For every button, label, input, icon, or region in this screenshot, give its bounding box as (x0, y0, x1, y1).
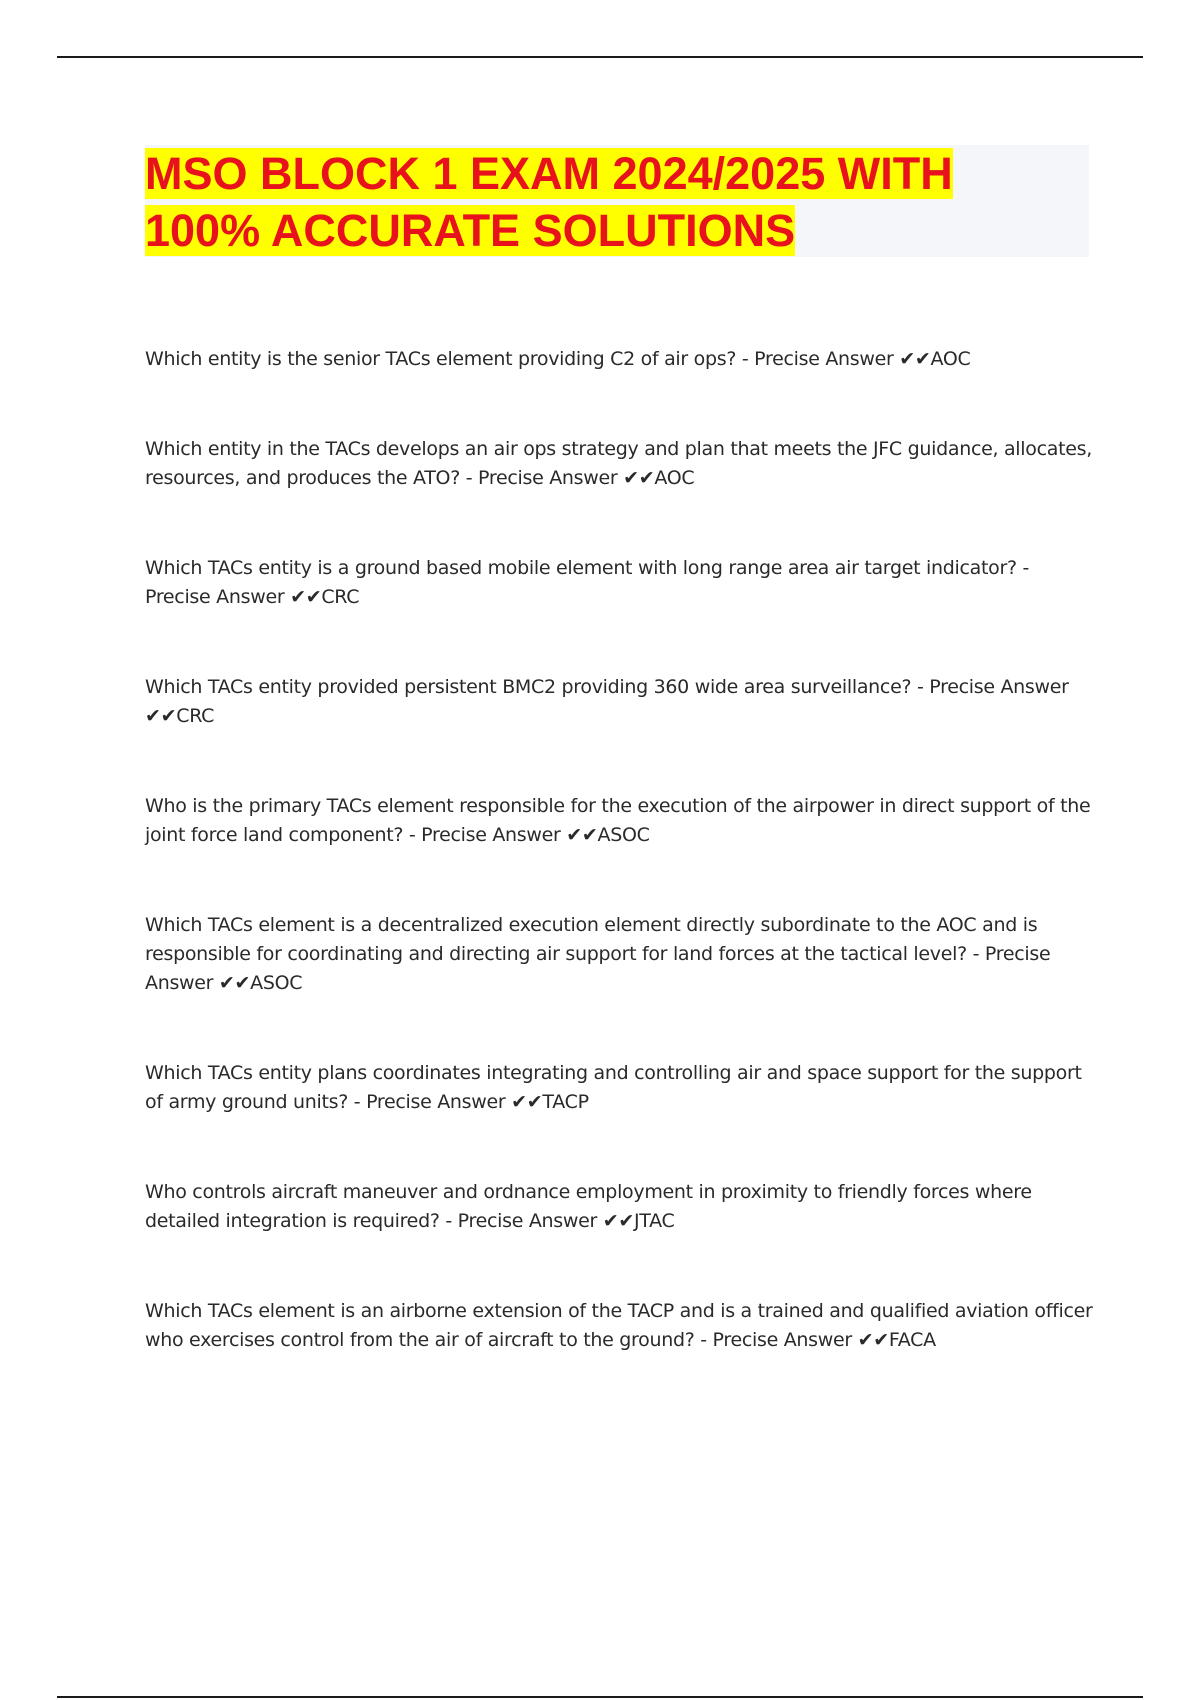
qa-item (145, 554, 1095, 612)
answer-text: ASOC (250, 972, 303, 994)
top-rule (57, 56, 1143, 58)
question-text: Which TACs entity provided persistent BMC2 providing 360 wide area surveillance? (145, 676, 912, 698)
qa-item (145, 1178, 1095, 1236)
answer-text: CRC (321, 586, 360, 608)
qa-item (145, 1297, 1095, 1355)
answer-separator: - Precise Answer (403, 824, 567, 846)
question-text: Which TACs entity is a ground based mobile element with long range area air target indicator? (145, 557, 1017, 579)
answer-text: AOC (930, 348, 971, 370)
answer-separator: - Precise Answer (911, 676, 1069, 698)
answer-text: FACA (888, 1329, 936, 1351)
qa-item (145, 345, 1095, 374)
checkmark-icon: ✔✔ (511, 1091, 543, 1113)
bottom-rule (57, 1696, 1143, 1698)
checkmark-icon: ✔✔ (290, 586, 322, 608)
question-text: Which entity is the senior TACs element providing C2 of air ops? (145, 348, 737, 370)
answer-separator: - Precise Answer (145, 557, 1030, 608)
checkmark-icon: ✔✔ (218, 972, 251, 994)
document-title (145, 145, 1089, 259)
answer-separator: - Precise Answer (736, 348, 900, 370)
question-text: Which TACs entity plans coordinates integrating and controlling air and space support for the support of army ground units? (145, 1062, 1082, 1113)
qa-item (145, 673, 1095, 731)
title-line-1: MSO BLOCK 1 EXAM 2024/2025 WITH (145, 148, 953, 199)
checkmark-icon: ✔✔ (899, 348, 931, 370)
question-text: Which entity in the TACs develops an air ops strategy and plan that meets the JFC guidance, allocates, resources, and produces the ATO? (145, 438, 1092, 489)
answer-separator: - Precise Answer (145, 943, 1051, 994)
qa-list (145, 345, 1095, 1355)
title-line-2: 100% ACCURATE SOLUTIONS (145, 205, 796, 256)
question-text: Which TACs element is an airborne extension of the TACP and is a trained and qualified aviation officer who exercises control from the air of aircraft to the ground? (145, 1300, 1093, 1351)
qa-item (145, 1059, 1095, 1117)
question-text: Which TACs element is a decentralized execution element directly subordinate to the AOC and is responsible for coordinating and directing air support for land forces at the tactical level? (145, 914, 1038, 965)
answer-text: JTAC (634, 1210, 675, 1232)
answer-separator: - Precise Answer (439, 1210, 603, 1232)
question-text: Who controls aircraft maneuver and ordnance employment in proximity to friendly forces where detailed integration is required? (145, 1181, 1032, 1232)
qa-item (145, 792, 1095, 850)
answer-text: ASOC (597, 824, 650, 846)
checkmark-icon: ✔✔ (145, 705, 177, 727)
answer-text: CRC (176, 705, 215, 727)
checkmark-icon: ✔✔ (857, 1329, 889, 1351)
question-text: Who is the primary TACs element responsible for the execution of the airpower in direct support of the joint force land component? (145, 795, 1091, 846)
answer-separator: - Precise Answer (348, 1091, 512, 1113)
answer-text: TACP (542, 1091, 589, 1113)
answer-separator: - Precise Answer (460, 467, 624, 489)
answer-text: AOC (654, 467, 695, 489)
qa-item (145, 911, 1095, 998)
answer-separator: - Precise Answer (694, 1329, 858, 1351)
checkmark-icon: ✔✔ (566, 824, 598, 846)
checkmark-icon: ✔✔ (623, 467, 655, 489)
qa-item (145, 435, 1095, 493)
title-block (145, 145, 1089, 257)
checkmark-icon: ✔✔ (602, 1210, 634, 1232)
